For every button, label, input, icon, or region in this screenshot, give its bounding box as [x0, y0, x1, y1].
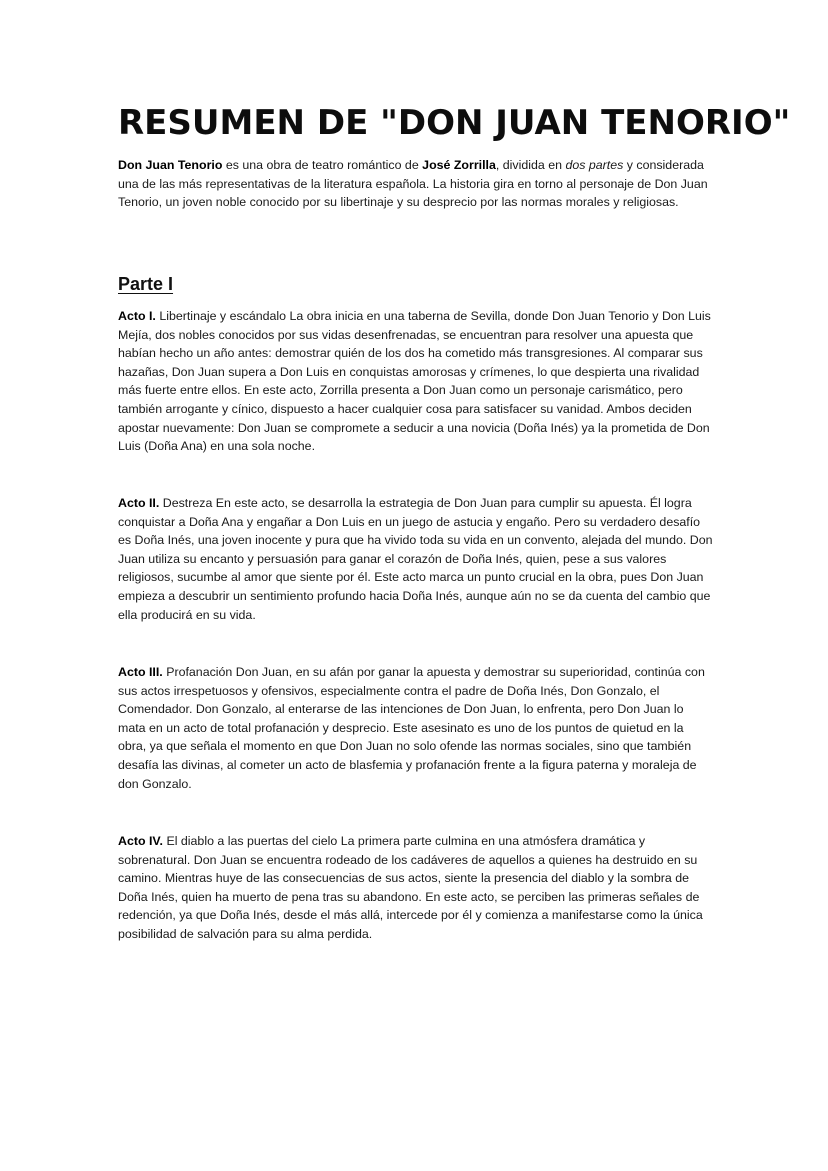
- act-2-paragraph: [118, 494, 713, 624]
- intro-work-title: Don Juan Tenorio: [118, 158, 223, 172]
- act-4-paragraph: [118, 832, 713, 944]
- act-3-paragraph: [118, 663, 713, 793]
- intro-author: José Zorrilla: [422, 158, 496, 172]
- intro-text-3: y considerada una de las más representativas de la literatura española. La historia gira en torno al personaje de Don Juan Tenorio, un joven noble conocido por su libertinaje y su desprecio por las normas morales y religiosas.: [118, 158, 708, 210]
- act-4-label: Acto IV.: [118, 834, 163, 848]
- act-3-text: Profanación Don Juan, en su afán por ganar la apuesta y demostrar su superioridad, continúa con sus actos irrespetuosos y ofensivos, especialmente contra el padre de Doña Inés, Don Gonzalo, el Comendador. Don Gonzalo, al enterarse de las intenciones de Don Juan, lo enfrenta, pero Don Juan lo mata en un acto de total profanación y desprecio. Este asesinato es uno de los puntos de quietud en la obra, ya que señala el momento en que Don Juan no solo ofende las normas sociales, sino que también desafía las divinas, al cometer un acto de blasfemia y profanación frente a la figura paterna y moraleja de don Gonzalo.: [118, 665, 705, 791]
- act-2-label: Acto II.: [118, 496, 160, 510]
- page-title: RESUMEN DE "DON JUAN TENORIO": [118, 103, 791, 143]
- act-3-label: Acto III.: [118, 665, 163, 679]
- act-1-text: Libertinaje y escándalo La obra inicia en una taberna de Sevilla, donde Don Juan Tenorio y Don Luis Mejía, dos nobles conocidos por sus vidas desenfrenadas, se encuentran para resolver una apuesta que habían hecho un año antes: demostrar quién de los dos ha cometido más transgresiones. Al comparar sus hazañas, Don Juan supera a Don Luis en conquistas amorosas y crímenes, lo que despierta una rivalidad más fuerte entre ellos. En este acto, Zorrilla presenta a Don Juan como un personaje carismático, pero también arrogante y cínico, dispuesto a hacer cualquier cosa para satisfacer su vanidad. Ambos deciden apostar nuevamente: Don Juan se compromete a seducir a una novicia (Doña Inés) ya la prometida de Don Luis (Doña Ana) en una sola noche.: [118, 309, 711, 454]
- section-heading-parte-i: Parte I: [118, 274, 174, 294]
- intro-text-1: es una obra de teatro romántico de: [222, 158, 423, 172]
- act-4-text: El diablo a las puertas del cielo La primera parte culmina en una atmósfera dramática y sobrenatural. Don Juan se encuentra rodeado de los cadáveres de aquellos a quienes ha destruido en su camino. Mientras huye de las consecuencias de sus actos, siente la presencia del diablo y la sombra de Doña Inés, quien ha muerto de pena tras su abandono. En este acto, se perciben las primeras señales de redención, ya que Doña Inés, desde el más allá, intercede por él y comienza a manifestarse como la única posibilidad de salvación para su alma perdida.: [118, 834, 703, 941]
- act-1-label: Acto I.: [118, 309, 156, 323]
- intro-parts: dos partes: [565, 158, 624, 172]
- act-2-text: Destreza En este acto, se desarrolla la estrategia de Don Juan para cumplir su apuesta. Él logra conquistar a Doña Ana y engañar a Don Luis en un juego de astucia y engaño. Pero su verdadero desafío es Doña Inés, una joven inocente y pura que ha vivido toda su vida en un convento, alejada del mundo. Don Juan utiliza su encanto y persuasión para ganar el corazón de Doña Inés, quien, pese a sus valores religiosos, sucumbe al amor que siente por él. Este acto marca un punto crucial en la obra, pues Don Juan empieza a descubrir un sentimiento profundo hacia Doña Inés, aunque aún no se da cuenta del cambio que ella producirá en su vida.: [118, 496, 713, 622]
- act-1-paragraph: [118, 307, 713, 456]
- intro-paragraph: [118, 156, 713, 212]
- intro-text-2: , dividida en: [495, 158, 566, 172]
